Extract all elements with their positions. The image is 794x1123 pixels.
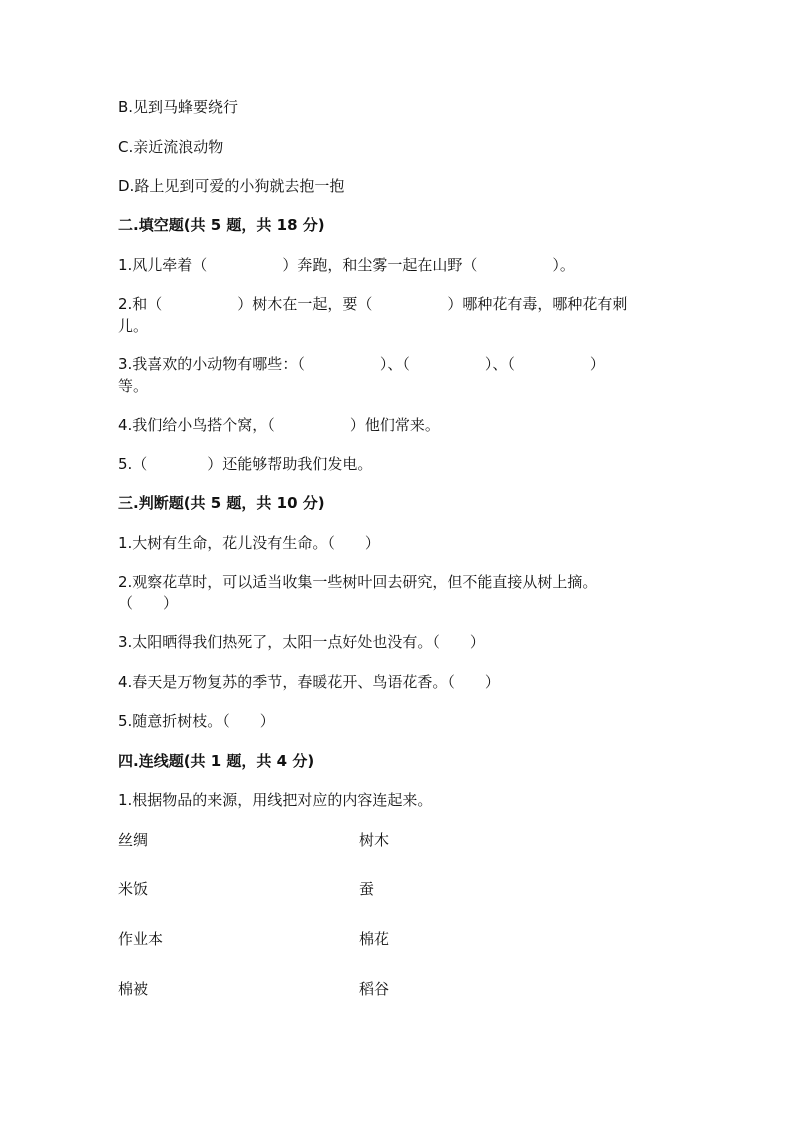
section2-q1: 1.风儿牵着（ ）奔跑，和尘雾一起在山野（ ）。 — [118, 256, 575, 274]
section3-q5: 5.随意折树枝。（ ） — [118, 712, 275, 730]
section2-q3-line1: 3.我喜欢的小动物有哪些：（ ）、（ ）、（ ） — [118, 355, 605, 373]
section2-q3-line2: 等。 — [118, 377, 149, 395]
match-right-item: 树木 — [359, 831, 390, 849]
section2-q5: 5.（ ）还能够帮助我们发电。 — [118, 455, 373, 473]
match-left-item: 米饭 — [118, 880, 149, 898]
section2-heading: 二.填空题(共 5 题，共 18 分) — [118, 216, 325, 234]
section3-heading: 三.判断题(共 5 题，共 10 分) — [118, 494, 325, 512]
option-d: D.路上见到可爱的小狗就去抱一抱 — [118, 177, 345, 195]
section2-q2-line1: 2.和（ ）树木在一起，要（ ）哪种花有毒，哪种花有刺 — [118, 295, 628, 313]
option-c: C.亲近流浪动物 — [118, 138, 224, 156]
match-left-item: 作业本 — [118, 930, 164, 948]
match-right-item: 稻谷 — [359, 980, 390, 998]
section3-q1: 1.大树有生命，花儿没有生命。（ ） — [118, 534, 380, 552]
section3-q2-line2: （ ） — [118, 594, 179, 612]
section3-q4: 4.春天是万物复苏的季节，春暖花开、鸟语花香。（ ） — [118, 673, 500, 691]
section4-q1: 1.根据物品的来源，用线把对应的内容连起来。 — [118, 791, 433, 809]
option-b: B.见到马蜂要绕行 — [118, 98, 239, 116]
section3-q2-line1: 2.观察花草时，可以适当收集一些树叶回去研究，但不能直接从树上摘。 — [118, 573, 598, 591]
section3-q3: 3.太阳晒得我们热死了，太阳一点好处也没有。（ ） — [118, 633, 485, 651]
match-right-item: 棉花 — [359, 930, 390, 948]
match-left-item: 丝绸 — [118, 831, 149, 849]
match-right-item: 蚕 — [359, 880, 375, 898]
section4-heading: 四.连线题(共 1 题，共 4 分) — [118, 752, 315, 770]
section2-q2-line2: 儿。 — [118, 317, 149, 335]
section2-q4: 4.我们给小鸟搭个窝，（ ）他们常来。 — [118, 416, 440, 434]
match-left-item: 棉被 — [118, 980, 149, 998]
